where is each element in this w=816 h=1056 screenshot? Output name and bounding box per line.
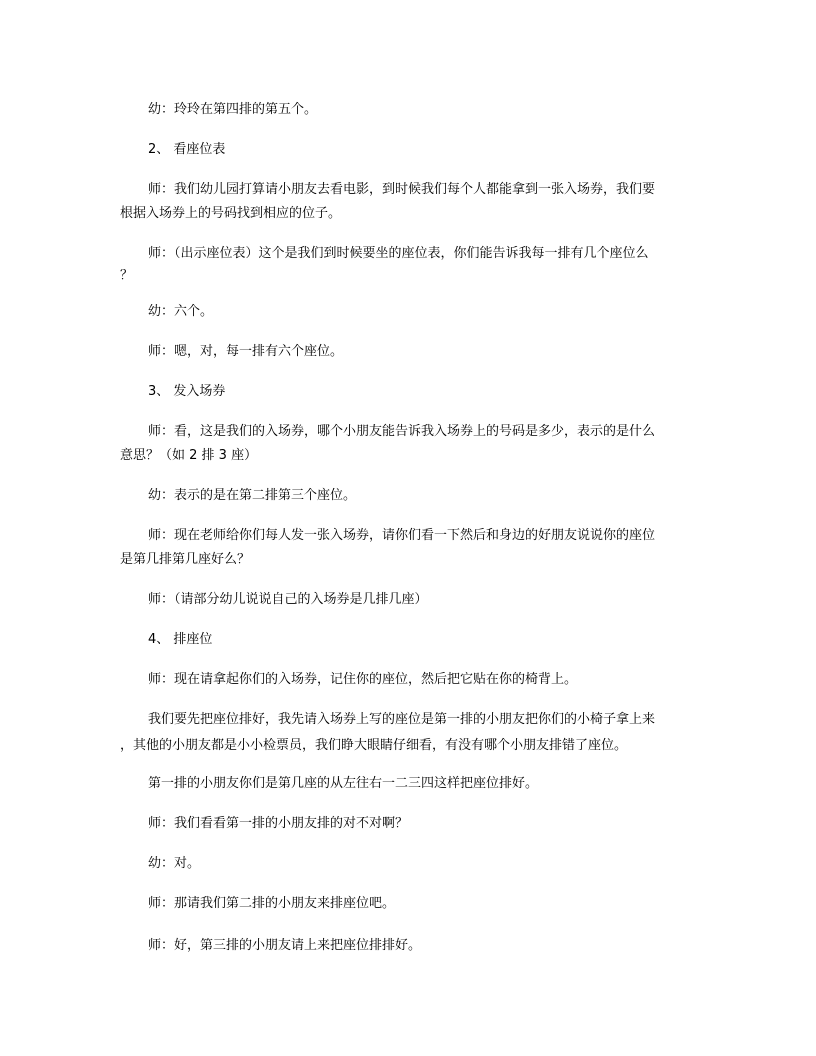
paragraph-line: 师：我们幼儿园打算请小朋友去看电影，到时候我们每个人都能拿到一张入场券，我们要	[148, 182, 656, 197]
paragraph-line: 师：现在请拿起你们的入场券，记住你的座位，然后把它贴在你的椅背上。	[148, 672, 578, 687]
section-heading: 4、 排座位	[148, 632, 213, 647]
paragraph-line: 幼：对。	[148, 856, 201, 871]
paragraph-line: 师：好，第三排的小朋友请上来把座位排排好。	[148, 938, 422, 953]
paragraph-line: 师：嗯，对，每一排有六个座位。	[148, 344, 344, 359]
paragraph-line: 师：看，这是我们的入场券，哪个小朋友能告诉我入场券上的号码是多少，表示的是什么	[148, 424, 656, 439]
paragraph-line: ，其他的小朋友都是小小检票员，我们睁大眼睛仔细看，有没有哪个小朋友排错了座位。	[120, 738, 628, 753]
paragraph-line: 师：（请部分幼儿说说自己的入场券是几排几座）	[148, 592, 428, 607]
paragraph-line: 根据入场券上的号码找到相应的位子。	[120, 206, 342, 221]
section-heading: 2、 看座位表	[148, 142, 226, 157]
paragraph-line: 师：那请我们第二排的小朋友来排座位吧。	[148, 896, 396, 911]
paragraph-line: 幼：表示的是在第二排第三个座位。	[148, 488, 357, 503]
paragraph-line: 师：现在老师给你们每人发一张入场券，请你们看一下然后和身边的好朋友说说你的座位	[148, 528, 656, 543]
paragraph-line: 师：（出示座位表）这个是我们到时候要坐的座位表，你们能告诉我每一排有几个座位么	[148, 246, 649, 261]
paragraph-line: 我们要先把座位排好，我先请入场券上写的座位是第一排的小朋友把你们的小椅子拿上来	[148, 712, 656, 727]
paragraph-line: 第一排的小朋友你们是第几座的从左往右一二三四这样把座位排好。	[148, 776, 539, 791]
paragraph-line: 幼：玲玲在第四排的第五个。	[148, 102, 318, 117]
paragraph-line: ？	[120, 268, 134, 283]
paragraph-line: 意思？（如 2 排 3 座）	[120, 448, 258, 463]
paragraph-line: 幼：六个。	[148, 304, 214, 319]
paragraph-line: 是第几排第几座好么？	[120, 552, 251, 567]
section-heading: 3、 发入场券	[148, 384, 226, 399]
paragraph-line: 师：我们看看第一排的小朋友排的对不对啊？	[148, 816, 409, 831]
